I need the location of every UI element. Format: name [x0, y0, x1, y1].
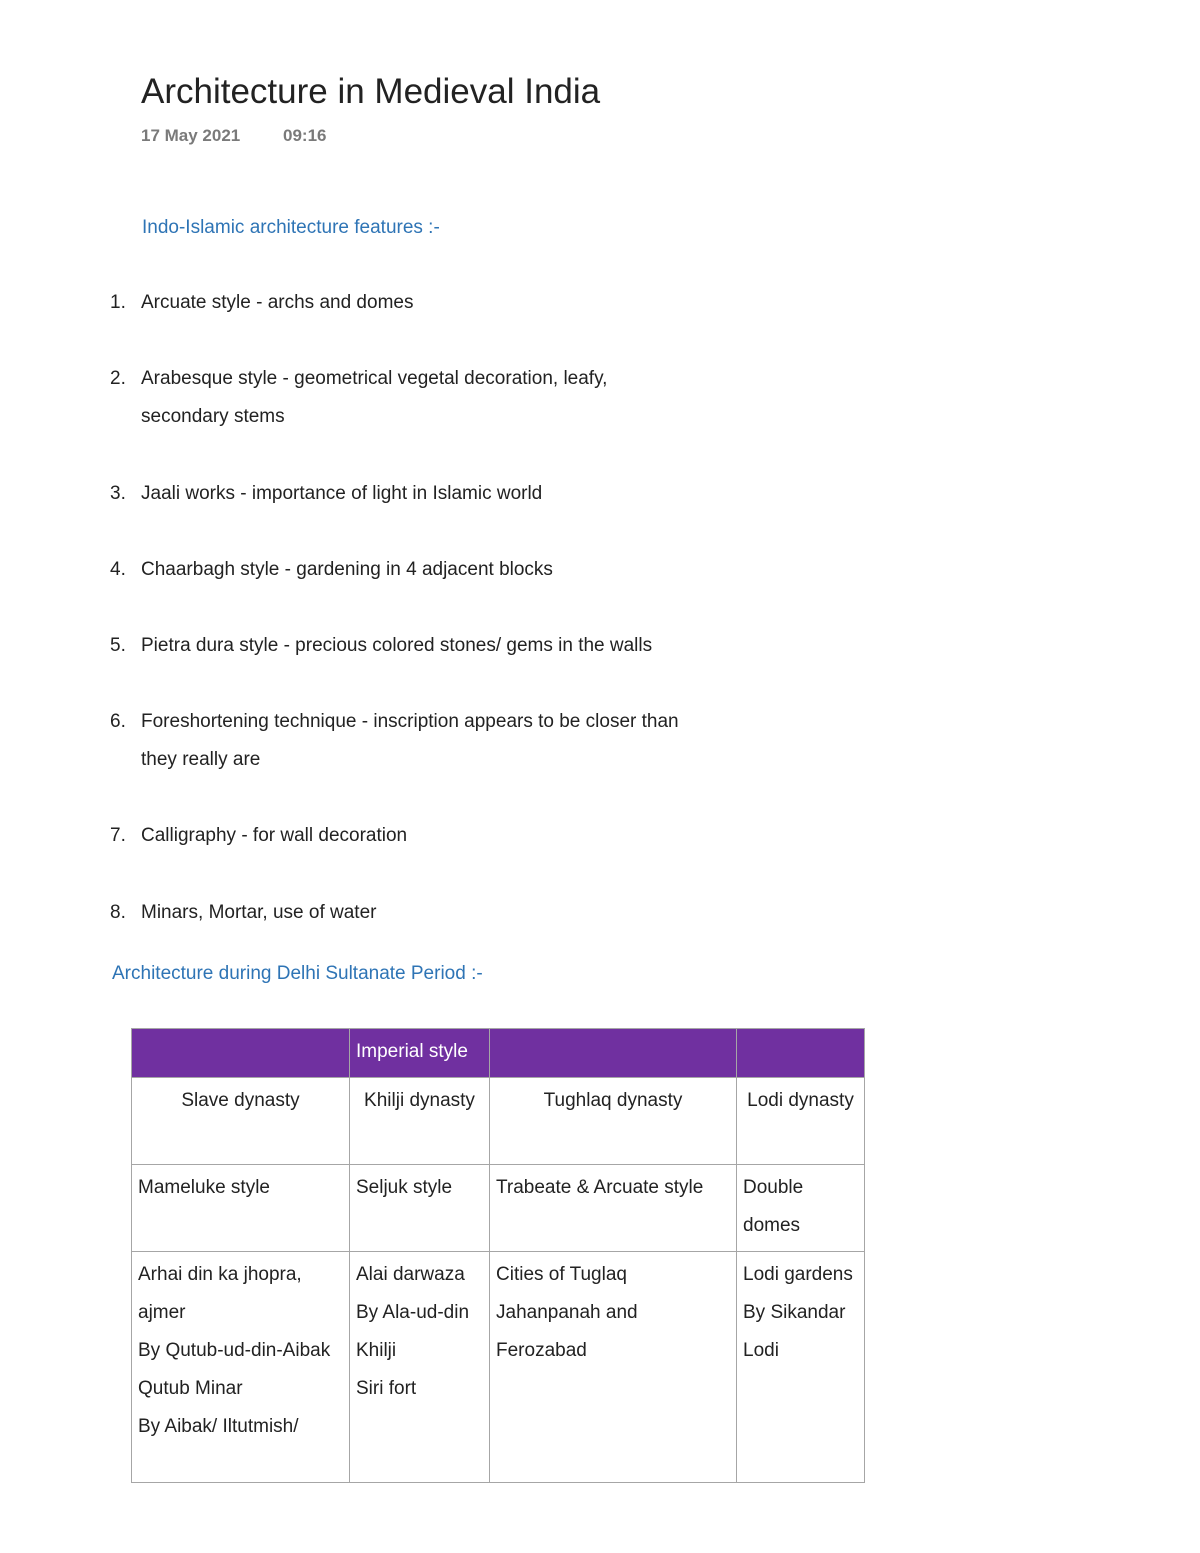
table-cell — [737, 1252, 865, 1483]
list-item — [110, 360, 730, 436]
list-item — [110, 284, 730, 322]
table-cell-khilji-dynasty: Khilji dynasty — [350, 1078, 490, 1165]
table-cell — [350, 1252, 490, 1483]
list-item-number: 1. — [110, 292, 126, 313]
list-item-number: 6. — [110, 711, 126, 732]
list-item-text: Jaali works - importance of light in Islamic world — [141, 483, 543, 504]
list-item-text: Minars, Mortar, use of water — [141, 902, 377, 923]
table-cell: Seljuk style — [350, 1165, 490, 1252]
table-cell: Double domes — [737, 1165, 865, 1252]
list-item — [110, 551, 730, 589]
table-row — [132, 1165, 865, 1252]
cell-line: By Ala-ud-din Khilji — [356, 1302, 470, 1361]
cell-line: Qutub Minar — [138, 1378, 243, 1399]
table-header-cell — [737, 1029, 865, 1078]
table-header-row — [132, 1029, 865, 1078]
list-item-text: Chaarbagh style - gardening in 4 adjacent blocks — [141, 559, 553, 580]
table-cell: Trabeate & Arcuate style — [490, 1165, 737, 1252]
table-row — [132, 1078, 865, 1165]
list-item-text: Pietra dura style - precious colored stones/ gems in the walls — [141, 635, 653, 656]
list-item-number: 8. — [110, 902, 126, 923]
note-time: 09:16 — [283, 126, 327, 145]
delhi-sultanate-heading: Architecture during Delhi Sultanate Period :- — [112, 963, 483, 984]
cell-line: By Qutub-ud-din-Aibak — [138, 1340, 331, 1361]
indo-islamic-heading: Indo-Islamic architecture features :- — [142, 217, 440, 238]
table-cell-slave-dynasty: Slave dynasty — [132, 1078, 350, 1165]
list-item-text: Arcuate style - archs and domes — [141, 292, 414, 313]
table-row — [132, 1252, 865, 1483]
table-header-cell — [132, 1029, 350, 1078]
cell-line: Lodi gardens — [743, 1264, 853, 1285]
list-item-number: 7. — [110, 825, 126, 846]
table-cell-lodi-dynasty: Lodi dynasty — [737, 1078, 865, 1165]
table-cell-tughlaq-dynasty: Tughlaq dynasty — [490, 1078, 737, 1165]
list-item-text: Arabesque style - geometrical vegetal decoration, leafy, secondary stems — [141, 368, 608, 427]
cell-line: Alai darwaza — [356, 1264, 465, 1285]
table-header-cell — [490, 1029, 737, 1078]
note-date: 17 May 2021 — [141, 126, 241, 145]
list-item — [110, 475, 730, 513]
list-item-number: 2. — [110, 368, 126, 389]
table-cell — [132, 1252, 350, 1483]
table-cell — [490, 1252, 737, 1483]
list-item — [110, 817, 730, 855]
cell-line: Cities of Tuglaq Jahanpanah and Ferozabad — [496, 1264, 638, 1361]
list-item-number: 4. — [110, 559, 126, 580]
list-item-number: 3. — [110, 483, 126, 504]
cell-line: Siri fort — [356, 1378, 417, 1399]
cell-line: By Sikandar Lodi — [743, 1302, 846, 1361]
list-item — [110, 894, 730, 932]
list-item — [110, 703, 730, 779]
list-item-number: 5. — [110, 635, 126, 656]
list-item — [110, 627, 730, 665]
sultanate-architecture-table — [131, 1028, 865, 1483]
table-header-cell: Imperial style — [350, 1029, 490, 1078]
list-item-text: Foreshortening technique - inscription appears to be closer than they really are — [141, 711, 679, 770]
cell-line: By Aibak/ Iltutmish/ — [138, 1416, 299, 1437]
list-item-text: Calligraphy - for wall decoration — [141, 825, 408, 846]
table-cell: Mameluke style — [132, 1165, 350, 1252]
cell-line: Arhai din ka jhopra, ajmer — [138, 1264, 302, 1323]
page-title: Architecture in Medieval India — [141, 72, 601, 111]
